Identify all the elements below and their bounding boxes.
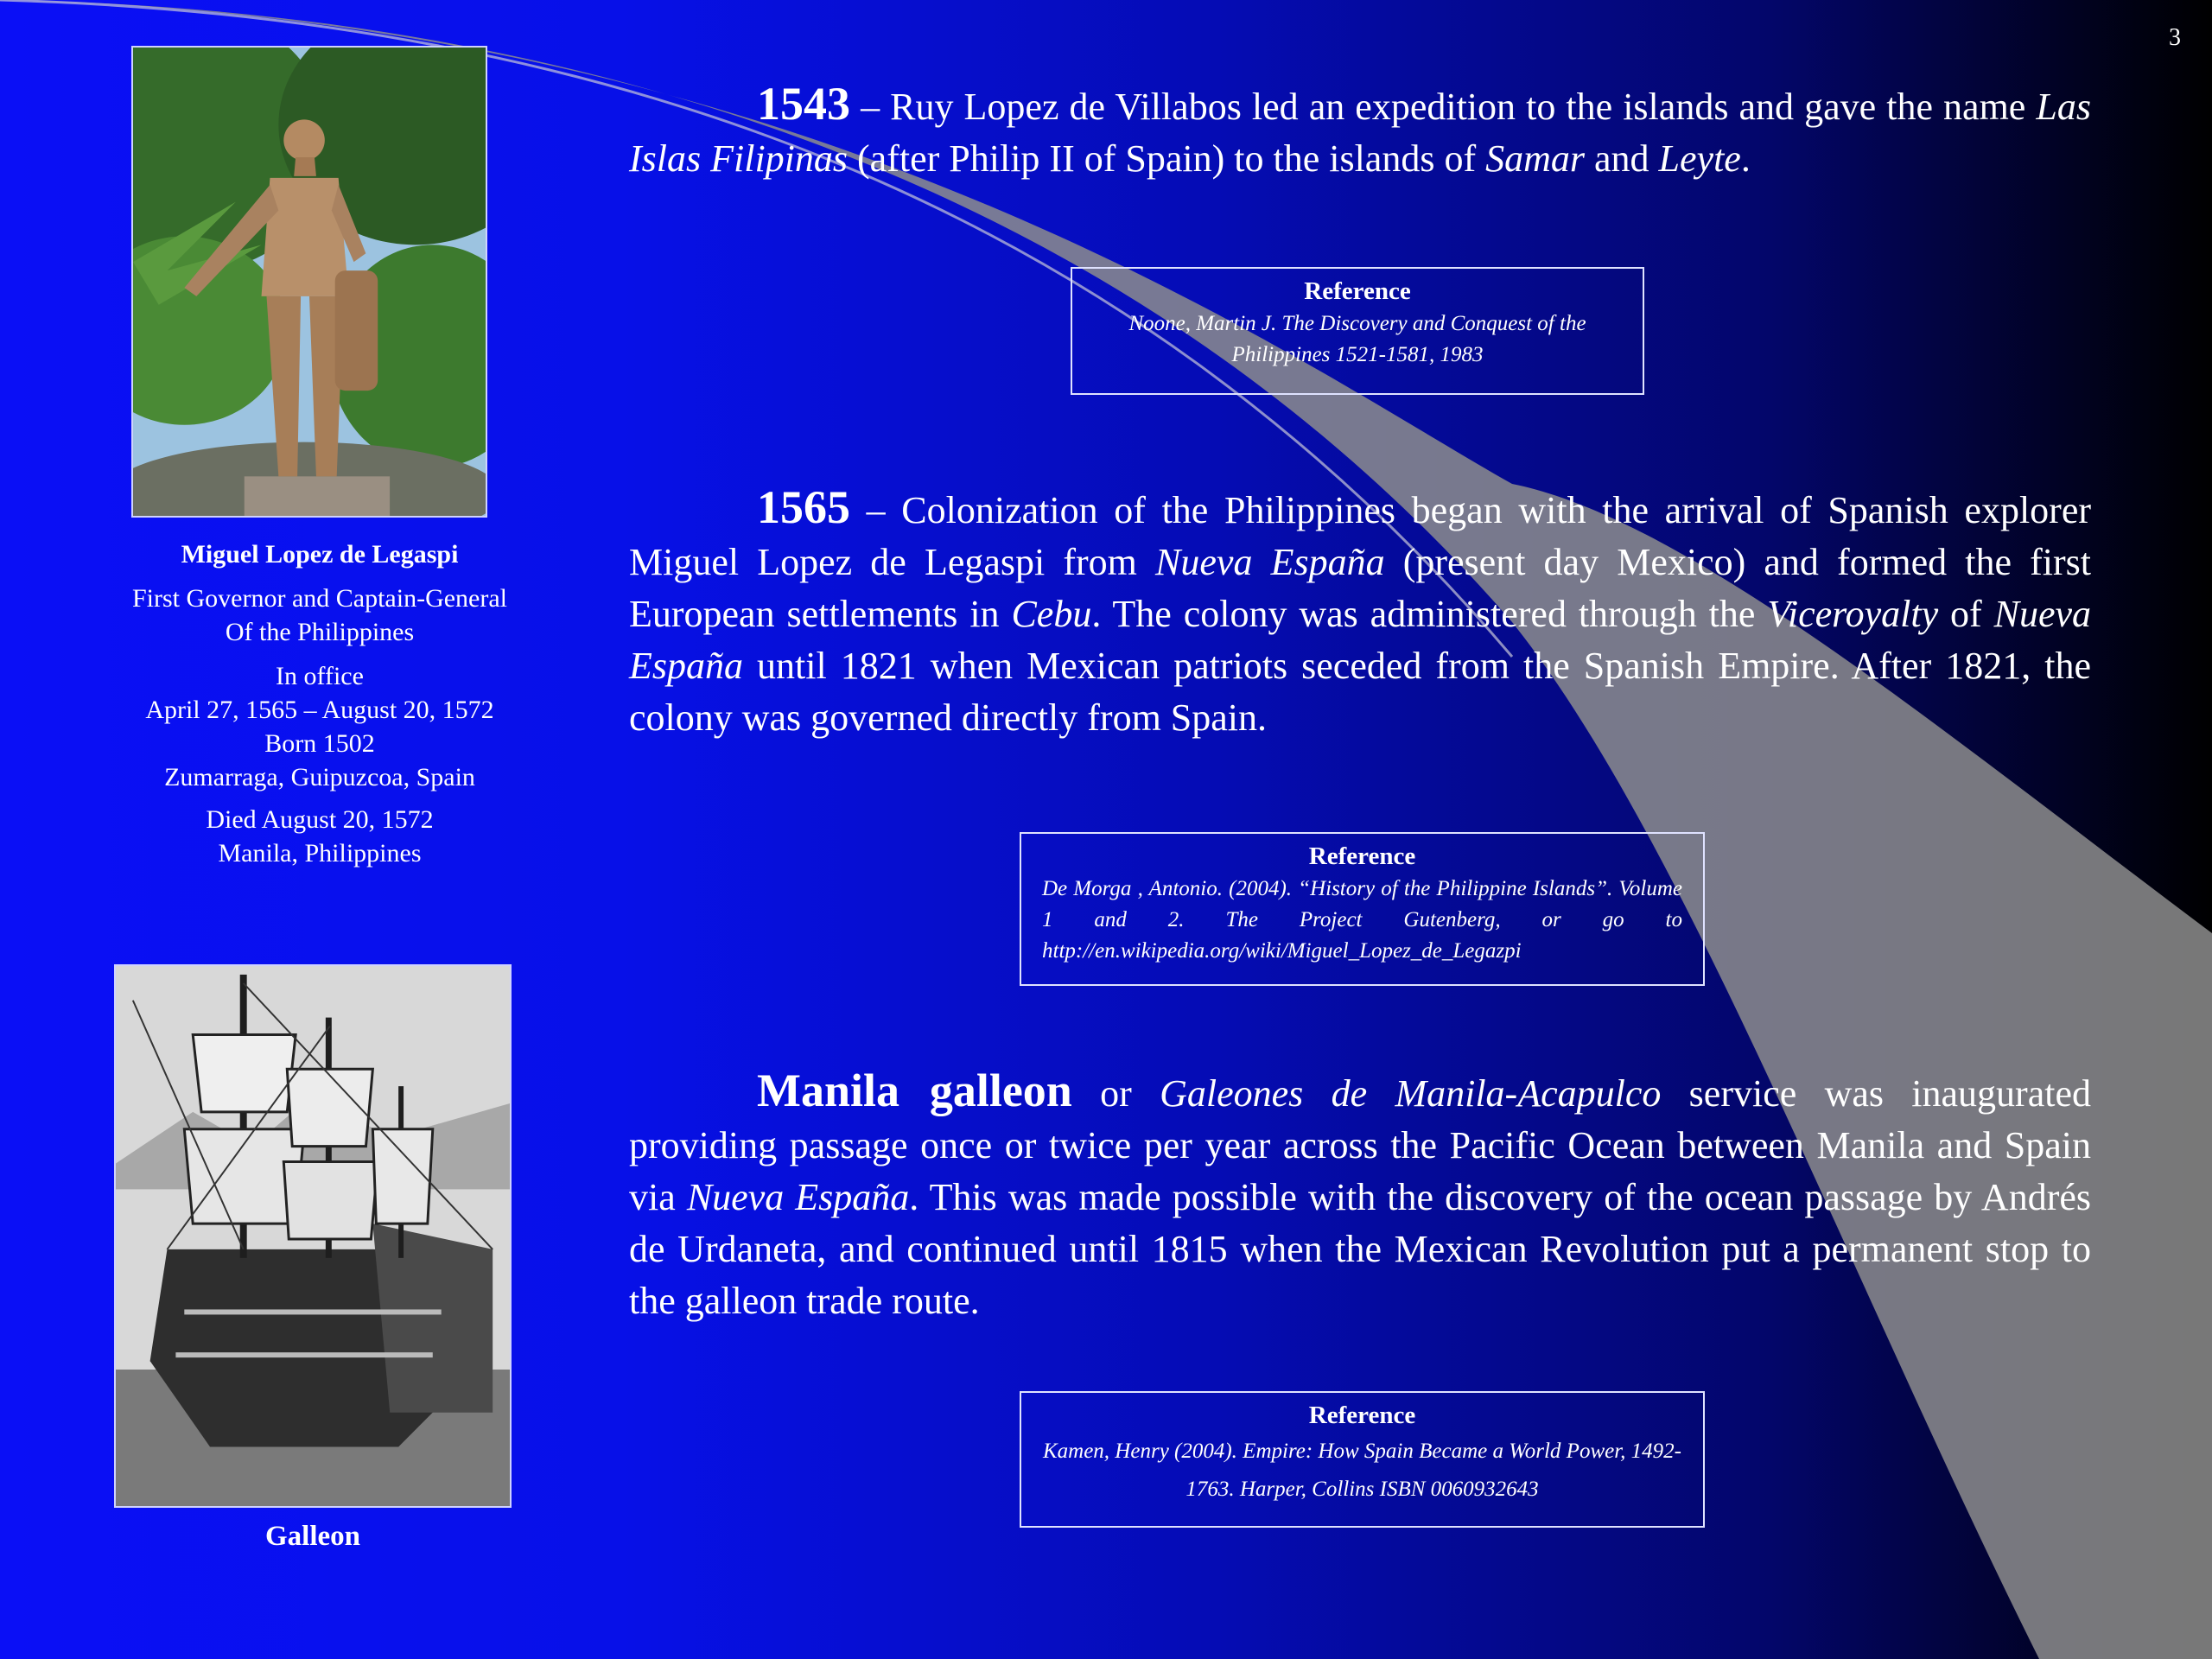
galleon-caption: Galleon <box>264 1521 360 1552</box>
galleon-engraving-image <box>114 964 512 1508</box>
text-span: until 1821 when Mexican patriots seceded from the Spanish Empire. After 1821, the colony was governed directly from Spain. <box>629 645 2091 739</box>
italic-term: Nueva España <box>629 593 2091 687</box>
reference-text: Noone, Martin J. The Discovery and Conquest of the Philippines 1521-1581, 1983 <box>1128 312 1586 366</box>
role-line: First Governor and Captain-General <box>131 584 508 613</box>
page-number: 3 <box>2169 24 2181 51</box>
paragraph-manila-galleon <box>629 1065 2091 1327</box>
in-office-label: In office <box>276 662 364 690</box>
died-date: Died August 20, 1572 <box>206 805 434 834</box>
died-place: Manila, Philippines <box>218 839 422 868</box>
text-span: (present day Mexico) and formed the first European settlements in <box>629 541 2091 635</box>
text-span: . <box>1740 137 1751 180</box>
text-span: of <box>1938 593 1994 635</box>
office-dates: April 27, 1565 – August 20, 1572 <box>145 696 494 724</box>
paragraph-1543 <box>629 78 2091 185</box>
text-span: . The colony was administered through the <box>1091 593 1768 635</box>
office-info <box>69 659 570 794</box>
person-role <box>69 582 570 649</box>
italic-term: Nueva España <box>686 1176 910 1218</box>
italic-term: Las Islas Filipinas <box>629 86 2091 180</box>
italic-term: Galeones de Manila-Acapulco <box>1160 1072 1662 1115</box>
year-1543: 1543 <box>757 78 850 130</box>
role-line: Of the Philippines <box>225 618 415 646</box>
paragraph-1565 <box>629 481 2091 744</box>
italic-term: Viceroyalty <box>1767 593 1939 635</box>
italic-term: Cebu <box>1011 593 1092 635</box>
legaspi-statue-image <box>131 46 487 518</box>
text-span: – Colonization of the Philippines began with the arrival of Spanish explorer Miguel Lopez de Legaspi from <box>629 489 2091 583</box>
text-span: . This was made possible with the discovery of the ocean passage by Andrés de Urdaneta, and continued until 1815 when the Mexican Revolution put a permanent stop to the galleon trade route. <box>629 1176 2091 1322</box>
reference-box-1 <box>1071 267 1644 395</box>
reference-title: Reference <box>1304 277 1411 305</box>
text-span: and <box>1585 137 1659 180</box>
manila-galleon-term: Manila galleon <box>757 1065 1072 1116</box>
reference-title: Reference <box>1308 1402 1416 1429</box>
reference-box-2 <box>1020 832 1705 986</box>
reference-text: De Morga , Antonio. (2004). “History of the Philippine Islands”. Volume 1 and 2. The Project Gutenberg, or go to http://en.wikipedia.org/wiki/Miguel_Lopez_de_Legazpi <box>1042 877 1682 963</box>
italic-term: Samar <box>1485 137 1586 180</box>
born-place: Zumarraga, Guipuzcoa, Spain <box>164 763 475 791</box>
reference-text: Kamen, Henry (2004). Empire: How Spain Became a World Power, 1492-1763. Harper, Collins ISBN 0060932643 <box>1042 1440 1681 1501</box>
italic-term: Leyte <box>1658 137 1741 180</box>
text-span: service was inaugurated providing passage once or twice per year across the Pacific Ocean between Manila and Spain via <box>629 1072 2091 1218</box>
text-span: or <box>1071 1072 1160 1115</box>
death-info <box>69 803 570 870</box>
italic-term: Nueva España <box>1155 541 1385 583</box>
reference-title: Reference <box>1308 842 1416 870</box>
year-1565: 1565 <box>757 481 850 533</box>
person-name: Miguel Lopez de Legaspi <box>181 540 459 569</box>
text-span: (after Philip II of Spain) to the islands of <box>848 137 1486 180</box>
legaspi-info-panel <box>69 537 570 879</box>
text-span: – Ruy Lopez de Villabos led an expedition to the islands and gave the name <box>850 86 2037 128</box>
reference-box-3 <box>1020 1391 1705 1528</box>
born-year: Born 1502 <box>264 729 375 758</box>
